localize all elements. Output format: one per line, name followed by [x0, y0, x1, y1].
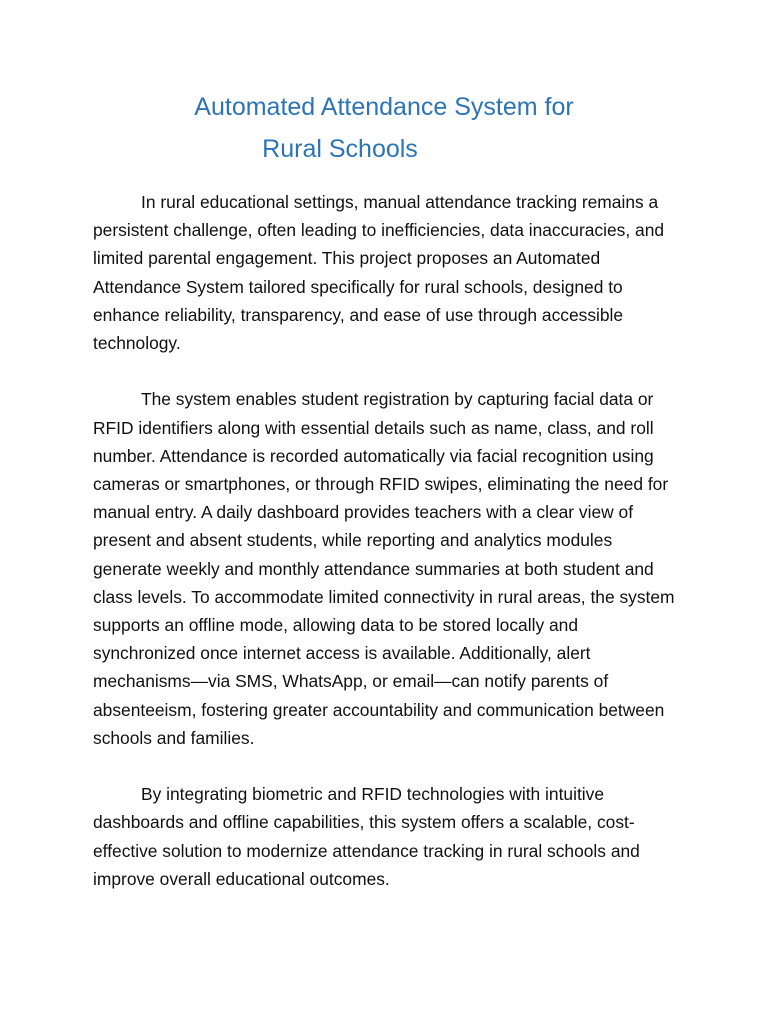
- paragraph-system-features: The system enables student registration by capturing facial data or RFID identifiers along with essential details such as name, class, and roll number. Attendance is recorded automatically via facial recognition using cameras or smartphones, or through RFID swipes, eliminating the need for manual entry. A daily dashboard provides teachers with a clear view of present and absent students, while reporting and analytics modules generate weekly and monthly attendance summaries at both student and class levels. To accommodate limited connectivity in rural areas, the system supports an offline mode, allowing data to be stored locally and synchronized once internet access is available. Additionally, alert mechanisms—via SMS, WhatsApp, or email—can notify parents of absenteeism, fostering greater accountability and communication between schools and families.: [93, 389, 675, 748]
- document-body: [93, 188, 683, 921]
- paragraph-conclusion: By integrating biometric and RFID technologies with intuitive dashboards and offline capabilities, this system offers a scalable, cost-effective solution to modernize attendance tracking in rural schools and improve overall educational outcomes.: [93, 784, 640, 889]
- document-title: [93, 86, 675, 170]
- paragraph-introduction: In rural educational settings, manual attendance tracking remains a persistent challenge, often leading to inefficiencies, data inaccuracies, and limited parental engagement. This project proposes an Automated Attendance System tailored specifically for rural schools, designed to enhance reliability, transparency, and ease of use through accessible technology.: [93, 192, 665, 354]
- title-line-2: Rural Schools: [262, 135, 418, 163]
- title-line-1: Automated Attendance System for: [194, 93, 574, 121]
